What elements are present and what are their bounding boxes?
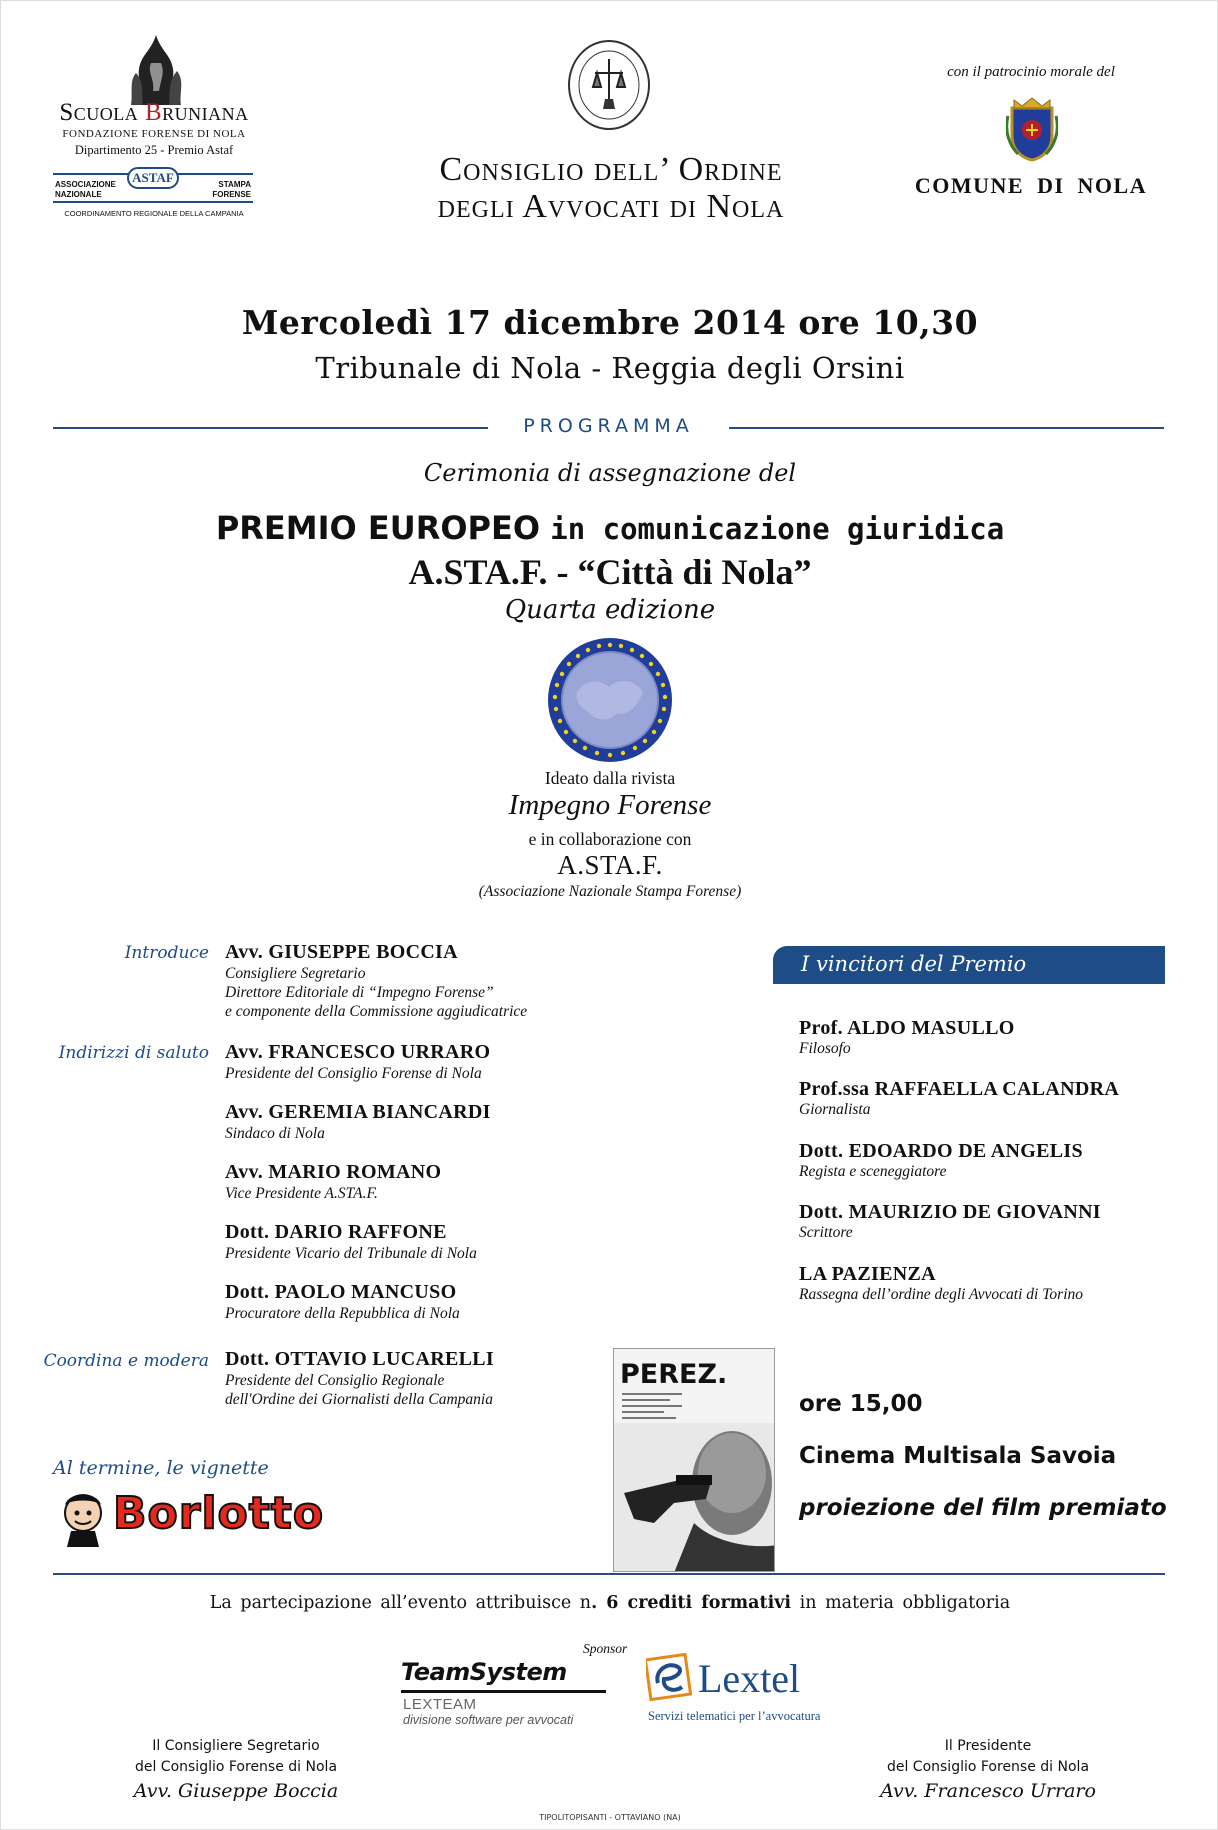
bruniana-flame-icon: [111, 33, 201, 108]
lextel-sub: Servizi telematici per l’avvocatura: [648, 1709, 821, 1723]
person-name: Avv. FRANCESCO URRARO: [225, 1041, 491, 1063]
bruniana-subtitle: FONDAZIONE FORENSE DI NOLA: [62, 128, 246, 140]
person-name: Dott. PAOLO MANCUSO: [225, 1281, 457, 1303]
signature-right: [863, 1736, 1113, 1804]
winner-name: Dott. MAURIZIO DE GIOVANNI: [799, 1201, 1101, 1223]
person-biancardi: [225, 1101, 705, 1143]
person-role: Presidente del Consiglio Regionale: [225, 1372, 445, 1389]
borlotto-logo: [53, 1487, 393, 1547]
astaf-badge: [53, 170, 253, 203]
lextel-e-icon: [646, 1653, 694, 1703]
winner-deangelis: [799, 1140, 1179, 1181]
signature-left-line1: Il Consigliere Segretario: [152, 1738, 320, 1754]
person-role: dell'Ordine dei Giornalisti della Campania: [225, 1391, 493, 1408]
comune-title: COMUNE DI NOLA: [914, 173, 1148, 198]
winner-role: Rassegna dell’ordine degli Avvocati di Torino: [799, 1286, 1084, 1303]
printer-credit: TIPOLITOPISANTI - OTTAVIANO (NA): [539, 1813, 681, 1822]
winner-role: Scrittore: [799, 1224, 853, 1241]
ceremony-title: [1, 509, 1218, 547]
signature-left: [111, 1736, 361, 1804]
programma-rule-left: [53, 427, 488, 429]
person-name: Avv. GIUSEPPE BOCCIA: [225, 941, 458, 963]
ordine-seal-icon: [567, 39, 651, 131]
ideato-line1: Ideato dalla rivista: [544, 768, 676, 788]
signature-right-line1: Il Presidente: [944, 1738, 1032, 1754]
person-raffone: [225, 1221, 705, 1263]
lextel-logo: [646, 1653, 846, 1728]
event-date: Mercoledì 17 dicembre 2014 ore 10,30: [241, 303, 979, 342]
credits-text-b: . 6 crediti formativi: [591, 1593, 792, 1613]
winner-masullo: [799, 1017, 1179, 1058]
screening-time: ore 15,00: [799, 1391, 923, 1417]
person-role: Vice Presidente A.STA.F.: [225, 1185, 378, 1202]
person-name: Avv. MARIO ROMANO: [225, 1161, 442, 1183]
ceremony-title-bold: PREMIO EUROPEO: [215, 509, 541, 547]
person-role: Presidente Vicario del Tribunale di Nola: [225, 1245, 477, 1262]
winner-name: Prof. ALDO MASULLO: [799, 1017, 1015, 1039]
person-name: Dott. DARIO RAFFONE: [225, 1221, 447, 1243]
film-poster-title: PEREZ.: [620, 1359, 728, 1390]
person-boccia: [225, 941, 705, 1021]
person-role: Sindaco di Nola: [225, 1125, 325, 1142]
label-coordina: Coordina e modera: [43, 1351, 209, 1371]
film-poster: [613, 1348, 775, 1572]
signature-left-name: Avv. Giuseppe Boccia: [133, 1780, 339, 1802]
screening-desc: proiezione del film premiato: [799, 1495, 1167, 1521]
astaf-logo: ASTAF: [127, 167, 179, 189]
eu-medal-icon: [547, 637, 673, 763]
ceremony-subtitle: A.STA.F. - “Città di Nola”: [408, 552, 812, 592]
person-romano: [225, 1161, 705, 1203]
winner-role: Giornalista: [799, 1101, 871, 1118]
bottom-rule: [53, 1573, 1165, 1575]
winner-role: Regista e sceneggiatore: [799, 1163, 947, 1180]
signature-left-line2: del Consiglio Forense di Nola: [134, 1759, 338, 1775]
winner-calandra: [799, 1078, 1179, 1119]
patronage-text: con il patrocinio morale del: [947, 64, 1115, 80]
ceremony-edition: Quarta edizione: [504, 595, 716, 625]
teamsystem-wordmark: TeamSystem: [401, 1658, 567, 1686]
bruniana-title: Scuola Bruniana: [59, 99, 249, 126]
teamsystem-swoosh: [401, 1690, 606, 1693]
bruniana-department: Dipartimento 25 - Premio Astaf: [74, 143, 234, 157]
scuola-bruniana-block: [49, 33, 259, 223]
credits-text-a: La partecipazione all’evento attribuisce n: [209, 1593, 592, 1613]
signature-right-name: Avv. Francesco Urraro: [880, 1780, 1096, 1802]
ideato-line2: e in collaborazione con: [528, 829, 692, 849]
screening-venue: Cinema Multisala Savoia: [799, 1443, 1117, 1469]
film-poster-text-lines: [622, 1393, 682, 1419]
person-role: Direttore Editoriale di “Impegno Forense”: [225, 984, 494, 1001]
signature-right-line2: del Consiglio Forense di Nola: [886, 1759, 1090, 1775]
person-name: Avv. GEREMIA BIANCARDI: [225, 1101, 491, 1123]
person-role: e componente della Commissione aggiudicatrice: [225, 1003, 528, 1020]
programma-label: PROGRAMMA: [523, 415, 694, 437]
ideato-org: A.STA.F.: [557, 850, 663, 880]
label-indirizzi: Indirizzi di saluto: [58, 1043, 209, 1063]
teamsystem-logo: [401, 1658, 611, 1728]
lexteam-sub: divisione software per avvocati: [403, 1713, 574, 1727]
astaf-right-text: STAMPA FORENSE: [212, 180, 251, 199]
winner-lapazienza: [799, 1263, 1199, 1304]
astaf-footer: COORDINAMENTO REGIONALE DELLA CAMPANIA: [64, 209, 244, 218]
winner-degiovanni: [799, 1201, 1179, 1242]
label-introduce: Introduce: [124, 943, 209, 963]
winner-role: Filosofo: [799, 1040, 851, 1057]
programma-rule-right: [729, 427, 1164, 429]
ordine-title-line2: degli Avvocati di Nola: [437, 188, 785, 225]
lexteam-wordmark: LEXTEAM: [403, 1696, 477, 1713]
ceremony-title-rest: in comunicazione giuridica: [550, 512, 1005, 546]
ordine-title-line1: Consiglio dell’ Ordine: [439, 151, 783, 188]
person-lucarelli: [225, 1348, 625, 1409]
comune-crest-icon: [1006, 96, 1058, 162]
event-place: Tribunale di Nola - Reggia degli Orsini: [315, 351, 905, 385]
ideato-magazine: Impegno Forense: [508, 789, 712, 821]
vignette-text: Al termine, le vignette: [53, 1457, 269, 1479]
borlotto-brand: Borlotto: [113, 1488, 325, 1539]
lextel-wordmark: Lextel: [698, 1656, 801, 1701]
astaf-left-text: ASSOCIAZIONE NAZIONALE: [55, 180, 116, 199]
ceremony-intro: Cerimonia di assegnazione del: [423, 459, 797, 487]
winners-header: [773, 946, 1165, 984]
film-poster-image: [614, 1423, 775, 1572]
ideato-org-full: (Associazione Nazionale Stampa Forense): [478, 883, 742, 900]
person-role: Presidente del Consiglio Forense di Nola: [225, 1065, 482, 1082]
credits-text-c: in materia obbligatoria: [791, 1593, 1011, 1613]
winners-title: I vincitori del Premio: [801, 952, 1027, 976]
person-role: Procuratore della Repubblica di Nola: [225, 1305, 460, 1322]
person-name: Dott. OTTAVIO LUCARELLI: [225, 1348, 494, 1370]
person-mancuso: [225, 1281, 705, 1323]
person-urraro: [225, 1041, 705, 1083]
credits-line: [1, 1593, 1218, 1613]
person-role: Consigliere Segretario: [225, 965, 366, 982]
winner-name: Prof.ssa RAFFAELLA CALANDRA: [799, 1078, 1120, 1100]
borlotto-character-icon: [53, 1487, 113, 1547]
winner-name: Dott. EDOARDO DE ANGELIS: [799, 1140, 1083, 1162]
sponsor-label: Sponsor: [583, 1641, 628, 1656]
winner-name: LA PAZIENZA: [799, 1263, 936, 1285]
